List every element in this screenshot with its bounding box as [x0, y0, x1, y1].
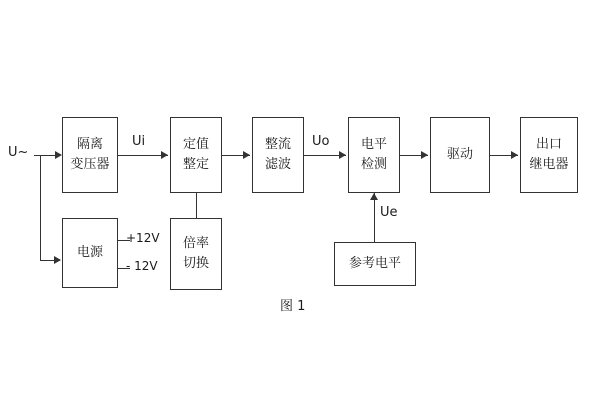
signal-label-plus12: +12V	[126, 231, 160, 245]
block-rectifier-filter-line-1: 整流	[264, 137, 291, 152]
wire-setting-to-multiplier	[196, 193, 197, 218]
block-power-supply-line-1: 电源	[76, 245, 103, 260]
block-level-detection	[348, 117, 400, 193]
block-driver	[430, 117, 490, 193]
block-level-detection-line-1: 电平	[360, 137, 387, 152]
block-output-relay-line-1: 出口	[535, 137, 562, 152]
arrow-rectifier-to-level	[339, 151, 346, 159]
signal-label-minus12: - 12V	[126, 259, 158, 273]
block-multiplier-switch	[170, 218, 222, 290]
block-multiplier-switch-line-2: 切换	[182, 256, 209, 271]
arrow-input-to-isolation	[55, 151, 62, 159]
arrow-isolation-to-setting	[161, 151, 168, 159]
arrow-reference-to-level	[370, 193, 378, 200]
block-rectifier-filter-line-2: 滤波	[264, 157, 291, 172]
block-setting-adjustment-line-2: 整定	[182, 157, 209, 172]
wire-branch-down-to-power	[40, 155, 41, 260]
block-isolation-transformer	[62, 117, 118, 193]
wire-reference-to-level	[374, 193, 375, 242]
input-label-u: U~	[8, 145, 29, 160]
arrow-driver-to-relay	[511, 151, 518, 159]
block-multiplier-switch-line-1: 倍率	[182, 236, 209, 251]
block-output-relay	[520, 117, 578, 193]
signal-label-ui: Ui	[132, 134, 146, 149]
block-reference-level-line-1: 参考电平	[348, 256, 401, 271]
block-reference-level	[334, 242, 416, 286]
block-level-detection-line-2: 检测	[360, 157, 387, 172]
block-setting-adjustment	[170, 117, 222, 193]
block-isolation-transformer-line-2: 变压器	[70, 157, 110, 172]
arrow-setting-to-rectifier	[243, 151, 250, 159]
block-driver-line-1: 驱动	[446, 147, 473, 162]
arrow-level-to-driver	[421, 151, 428, 159]
block-setting-adjustment-line-1: 定值	[182, 137, 209, 152]
signal-label-uo: Uo	[312, 134, 330, 149]
signal-label-ue: Ue	[380, 205, 398, 220]
block-rectifier-filter	[252, 117, 304, 193]
block-output-relay-line-2: 继电器	[529, 157, 569, 172]
figure-caption: 图 1	[280, 299, 306, 314]
arrow-branch-to-power	[54, 256, 61, 264]
block-power-supply	[62, 218, 118, 288]
block-isolation-transformer-line-1: 隔离	[76, 137, 103, 152]
